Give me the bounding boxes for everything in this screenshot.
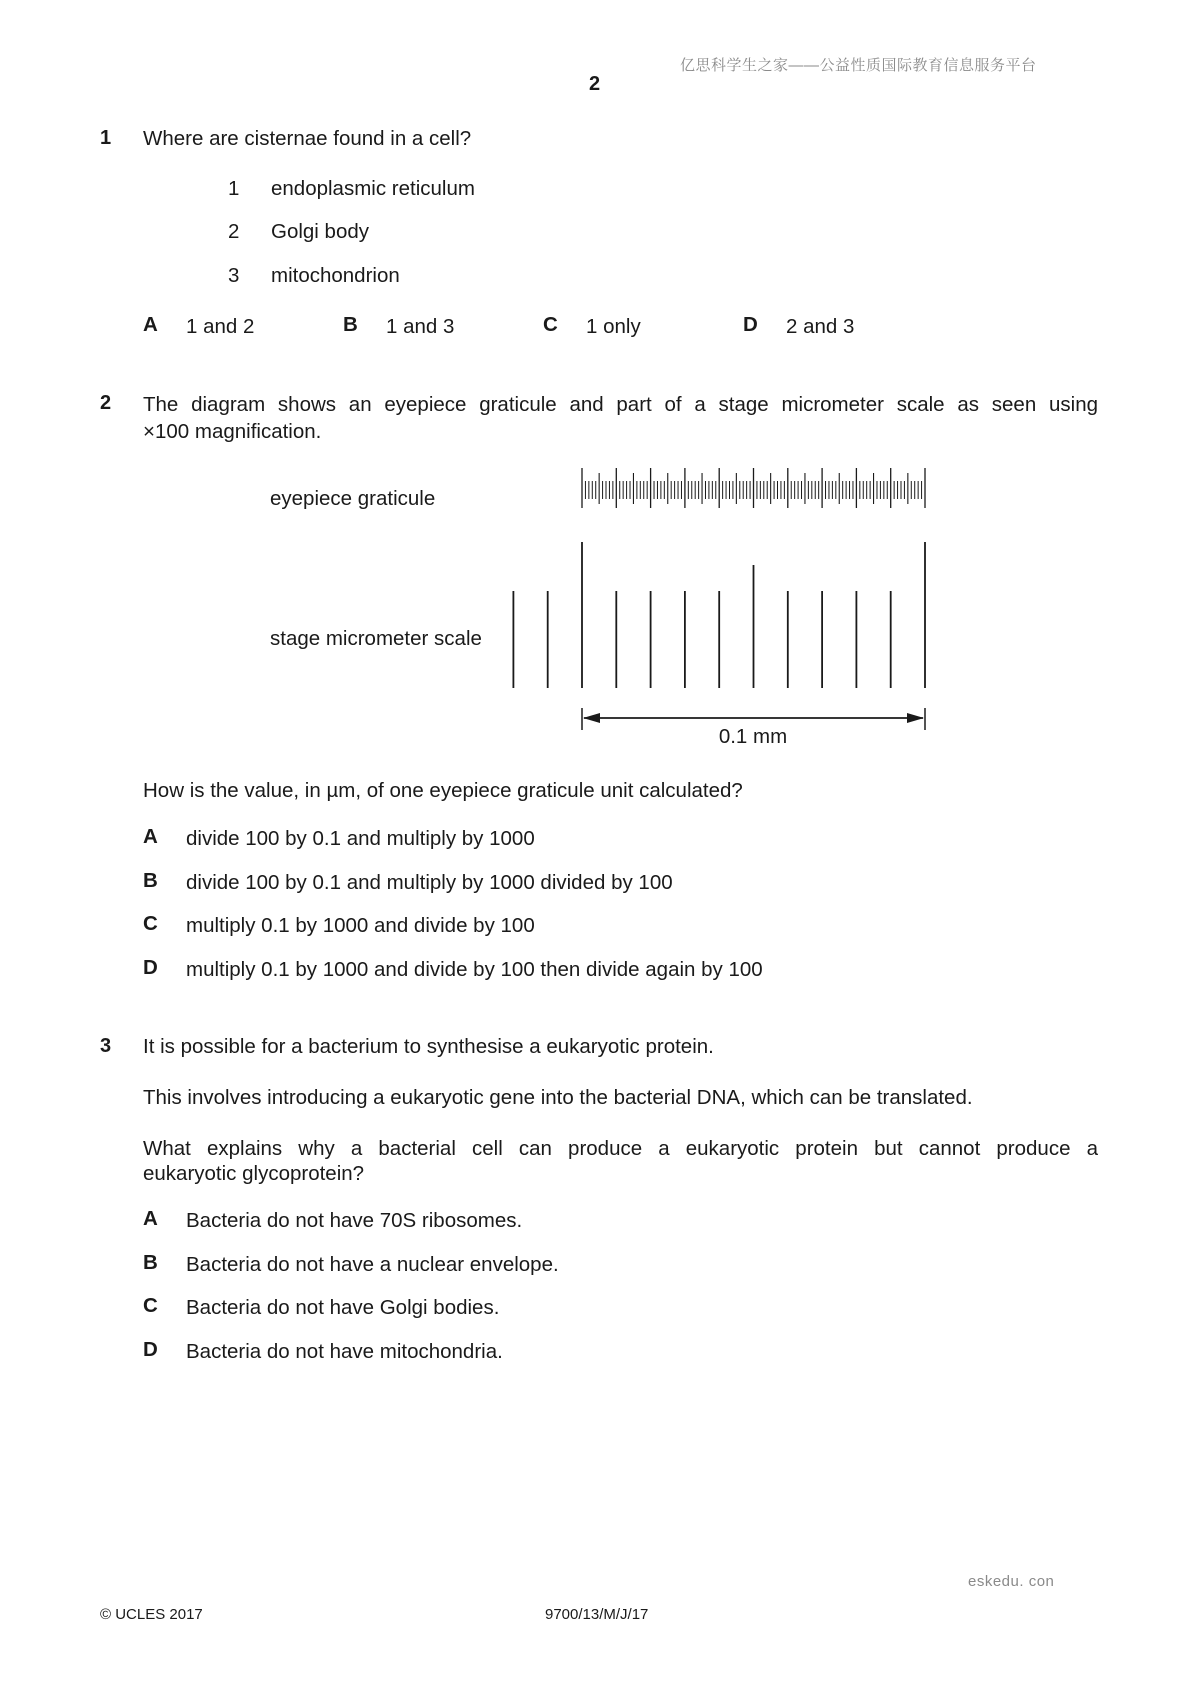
- q3-option-d-letter: D: [143, 1338, 158, 1361]
- q1-statement-3-text: mitochondrion: [271, 264, 400, 287]
- q3-option-d-text: Bacteria do not have mitochondria.: [186, 1340, 503, 1363]
- q2-option-b-letter: B: [143, 869, 158, 892]
- question-2-stem-line1: The diagram shows an eyepiece graticule and part of a stage micrometer scale as seen using: [143, 393, 1098, 416]
- label-eyepiece-graticule: eyepiece graticule: [270, 487, 436, 510]
- watermark-footer: eskedu. con: [968, 1573, 1055, 1590]
- page-number: 2: [589, 73, 601, 95]
- q2-option-a-text: divide 100 by 0.1 and multiply by 1000: [186, 827, 535, 850]
- q1-statement-3-num: 3: [228, 264, 240, 287]
- question-2-question: How is the value, in µm, of one eyepiece graticule unit calculated?: [143, 779, 743, 802]
- q1-statement-1-text: endoplasmic reticulum: [271, 177, 475, 200]
- watermark-header: 亿思科学生之家——公益性质国际教育信息服务平台: [680, 57, 1037, 74]
- q1-option-a-letter: A: [143, 313, 158, 336]
- q2-option-c-text: multiply 0.1 by 1000 and divide by 100: [186, 914, 535, 937]
- q3-option-c-text: Bacteria do not have Golgi bodies.: [186, 1296, 500, 1319]
- q3-option-b-text: Bacteria do not have a nuclear envelope.: [186, 1253, 559, 1276]
- q2-option-b-text: divide 100 by 0.1 and multiply by 1000 divided by 100: [186, 871, 673, 894]
- q2-option-a-letter: A: [143, 825, 158, 848]
- footer-copyright: © UCLES 2017: [100, 1606, 203, 1623]
- q1-statement-1-num: 1: [228, 177, 240, 200]
- question-3-number: 3: [100, 1035, 112, 1057]
- q2-option-d-letter: D: [143, 956, 158, 979]
- q1-option-d-text: 2 and 3: [786, 315, 855, 338]
- q1-option-b-letter: B: [343, 313, 358, 336]
- scale-label: 0.1 mm: [718, 725, 788, 748]
- arrow-head-right: [907, 713, 924, 723]
- arrow-head-left: [583, 713, 600, 723]
- question-2-number: 2: [100, 392, 112, 414]
- q2-option-c-letter: C: [143, 912, 158, 935]
- q3-option-b-letter: B: [143, 1251, 158, 1274]
- q1-option-c-letter: C: [543, 313, 558, 336]
- q3-option-c-letter: C: [143, 1294, 158, 1317]
- graticule-micrometer-diagram: [500, 460, 950, 760]
- question-3-para2: This involves introducing a eukaryotic gene into the bacterial DNA, which can be translated.: [143, 1086, 973, 1109]
- q1-option-a-text: 1 and 2: [186, 315, 255, 338]
- q1-option-b-text: 1 and 3: [386, 315, 455, 338]
- question-2-stem-line2: ×100 magnification.: [143, 420, 322, 443]
- q3-option-a-letter: A: [143, 1207, 158, 1230]
- q1-statement-2-text: Golgi body: [271, 220, 370, 243]
- q1-option-d-letter: D: [743, 313, 758, 336]
- footer-code: 9700/13/M/J/17: [545, 1606, 649, 1623]
- q3-option-a-text: Bacteria do not have 70S ribosomes.: [186, 1209, 523, 1232]
- label-stage-micrometer: stage micrometer scale: [270, 627, 482, 650]
- eyepiece-graticule-ticks: [582, 468, 925, 508]
- question-3-para3-line1: What explains why a bacterial cell can produce a eukaryotic protein but cannot produce a: [143, 1137, 1098, 1160]
- q1-option-c-text: 1 only: [586, 315, 641, 338]
- q1-statement-2-num: 2: [228, 220, 240, 243]
- question-3-para3-line2: eukaryotic glycoprotein?: [143, 1162, 365, 1185]
- q2-option-d-text: multiply 0.1 by 1000 and divide by 100 then divide again by 100: [186, 958, 763, 981]
- question-1-number: 1: [100, 127, 112, 149]
- stage-micrometer-lines: [513, 542, 925, 688]
- question-3-para1: It is possible for a bacterium to synthesise a eukaryotic protein.: [143, 1035, 714, 1058]
- question-1-stem: Where are cisternae found in a cell?: [143, 127, 472, 150]
